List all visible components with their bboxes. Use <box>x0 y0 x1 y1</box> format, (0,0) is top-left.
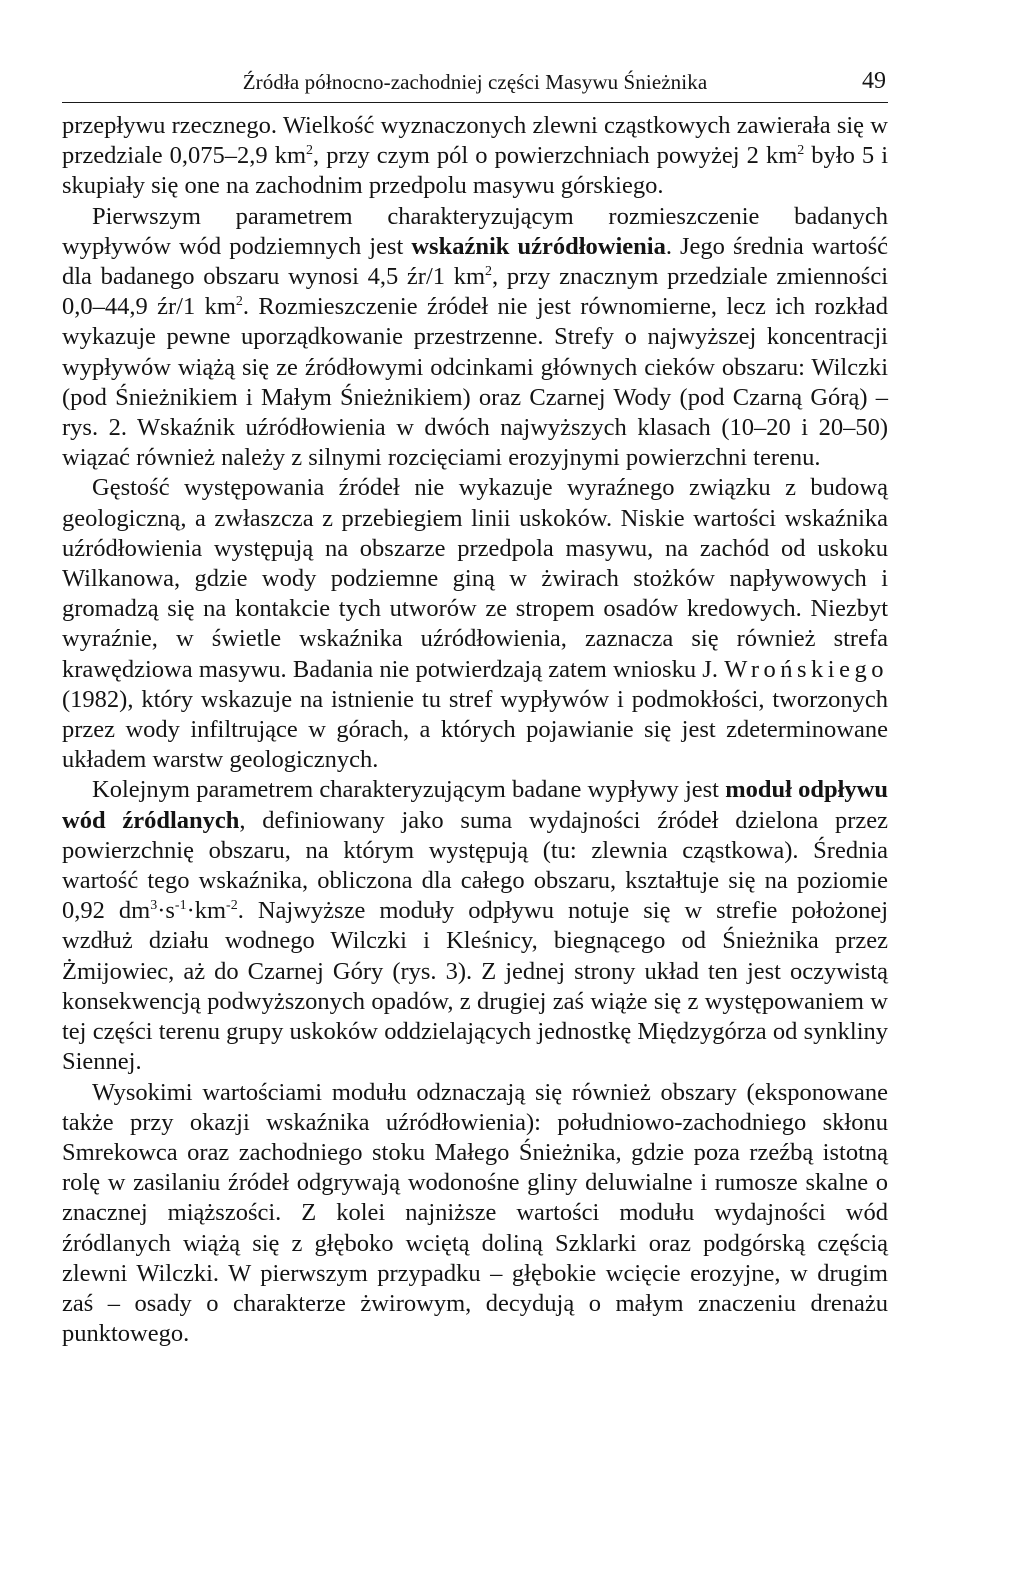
superscript: 2 <box>485 264 493 280</box>
text-run: Pierwszym parametrem charakteryzującym rozmieszczenie badanych wypływów wód podziemnych jest <box>62 202 888 260</box>
superscript: -1 <box>174 898 187 914</box>
page-number: 49 <box>862 68 886 94</box>
text-run: przepływu rzecznego. Wielkość wyznaczonych zlewni cząstkowych zawierała się w przedziale 0,075–2,9 km <box>62 112 888 170</box>
text-run: , przy znacznym przedziale zmienności 0,0–44,9 źr/1 km <box>62 263 888 321</box>
body-text <box>62 111 888 1349</box>
paragraph-3 <box>62 473 888 775</box>
document-page <box>62 68 888 1349</box>
text-run: . Rozmieszczenie źródeł nie jest równomierne, lecz ich rozkład wykazuje pewne uporządkowanie przestrzenne. Strefy o najwyższej koncentracji wypływów wiążą się ze źródłowymi odcinkami głównych cieków obszaru: Wilczki (pod Śnieżnikiem i Małym Śnieżnikiem) oraz Czarnej Wody (pod Czarną Górą) – rys. 2. Wskaźnik uźródłowienia w dwóch najwyższych klasach (10–20 i 20–50) wiązać również należy z silnymi rozcięciami erozyjnymi powierzchni terenu. <box>62 293 888 472</box>
text-run: , definiowany jako suma wydajności źródeł dzielona przez powierzchnię obszaru, na którym występują (tu: zlewnia cząstkowa). Średnia wartość tego wskaźnika, obliczona dla całego obszaru, kształtuje się na poziomie 0,92 dm <box>62 806 888 925</box>
superscript: 2 <box>797 143 805 159</box>
bold-term: moduł odpływu wód źródlanych <box>62 776 888 834</box>
running-head <box>62 68 888 103</box>
text-run: . Najwyższe moduły odpływu notuje się w strefie położonej wzdłuż działu wodnego Wilczki i Kleśnicy, biegnącego od Śnieżnika przez Żmijowiec, aż do Czarnej Góry (rys. 3). Z jednej strony układ ten jest oczywistą konsekwencją podwyższonych opadów, z drugiej zaś wiąże się z występowaniem w tej części terenu grupy uskoków oddzielających jednostkę Międzygórza od synkliny Siennej. <box>62 897 889 1076</box>
text-run: . Jego średnia wartość dla badanego obszaru wynosi 4,5 źr/1 km <box>62 232 888 291</box>
superscript: 2 <box>306 143 314 159</box>
text-run: Gęstość występowania źródeł nie wykazuje wyraźnego związku z budową geologiczną, a zwłaszcza z przebiegiem linii uskoków. Niskie wartości wskaźnika uźródłowienia występują na obszarze przedpola masywu, na zachód od uskoku Wilkanowa, gdzie wody podziemne giną w żwirach stożków napływowych i gromadzą się na kontakcie tych utworów ze stropem osadów kredowych. Niezbyt wyraźnie, w świetle wskaźnika uźródłowienia, zaznacza się również strefa krawędziowa masywu. Badania nie potwierdzają zatem wniosku J. <box>62 474 888 683</box>
superscript: 3 <box>150 898 158 914</box>
text-run: było 5 i skupiały się one na zachodnim przedpolu masywu górskiego. <box>62 142 888 200</box>
superscript: -2 <box>226 898 238 914</box>
superscript: 2 <box>235 294 243 310</box>
paragraph-2 <box>62 202 888 474</box>
spaced-author-name: Wrońskiego <box>724 655 888 683</box>
text-run: , przy czym pól o powierzchniach powyżej 2 km <box>313 142 798 170</box>
text-run: ·km <box>186 897 227 925</box>
text-run: Kolejnym parametrem charakteryzującym badane wypływy jest <box>92 776 726 804</box>
paragraph-1 <box>62 111 888 202</box>
paragraph-5 <box>62 1078 888 1350</box>
running-title: Źródła północno-zachodniej części Masywu Śnieżnika <box>242 70 708 94</box>
paragraph-4 <box>62 775 888 1077</box>
text-run: (1982), który wskazuje na istnienie tu stref wypływów i podmokłości, tworzonych przez wody infiltrujące w górach, a których pojawianie się jest zdeterminowane układem warstw geologicznych. <box>62 685 888 774</box>
text-run: ·s <box>157 897 175 925</box>
text-run: Wysokimi wartościami modułu odznaczają się również obszary (eksponowane także przy okazji wskaźnika uźródłowienia): południowo-zachodniego skłonu Smrekowca oraz zachodniego stoku Małego Śnieżnika, gdzie poza rzeźbą istotną rolę w zasilaniu źródeł odgrywają wodonośne gliny deluwialne i rumosze skalne o znacznej miąższości. Z kolei najniższe wartości modułu wydajności wód źródlanych wiążą się z głęboko wciętą doliną Szklarki oraz podgórską częścią zlewni Wilczki. W pierwszym przypadku – głębokie wcięcie erozyjne, w drugim zaś – osady o charakterze żwirowym, decydują o małym znaczeniu drenażu punktowego. <box>62 1078 888 1348</box>
bold-term: wskaźnik uźródłowienia <box>411 232 666 260</box>
